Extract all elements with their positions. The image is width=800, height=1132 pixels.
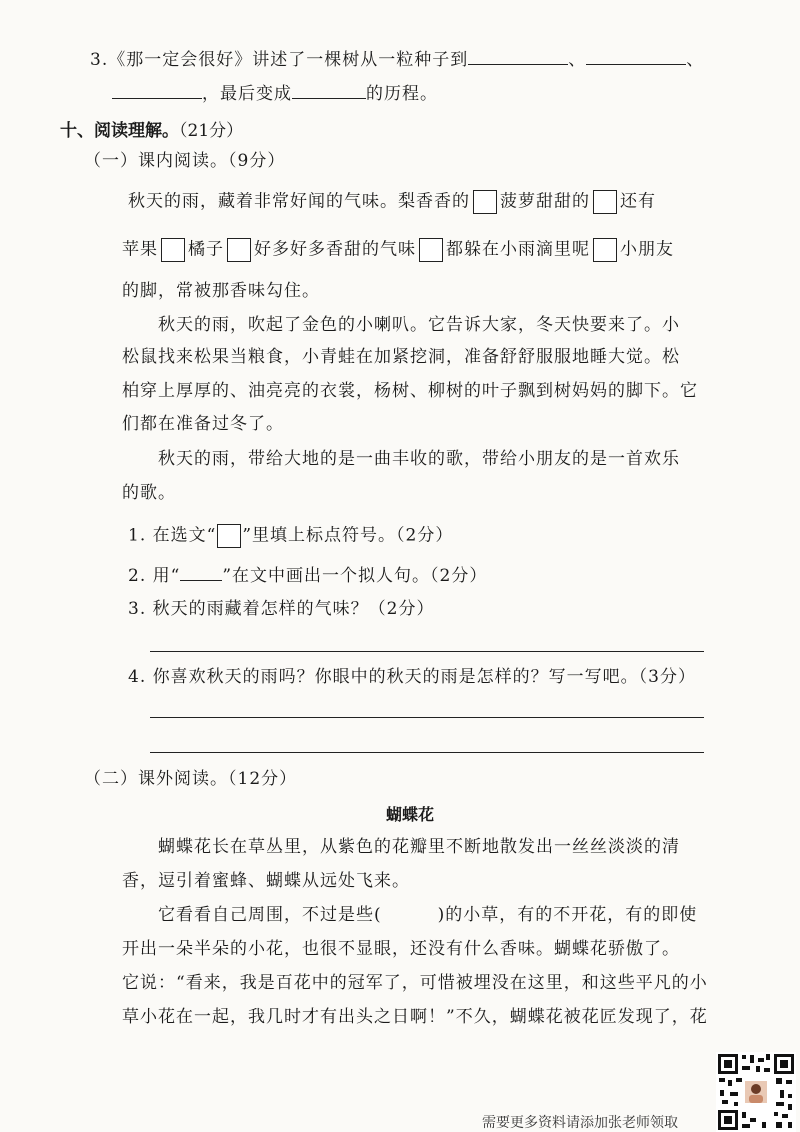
answer-line[interactable]	[150, 717, 704, 718]
passage1-p3-line1: 秋天的雨，带给大地的是一曲丰收的歌，带给小朋友的是一首欢乐	[158, 449, 680, 469]
passage-title: 蝴蝶花	[386, 805, 435, 824]
passage1-line3: 的脚，常被那香味勾住。	[122, 281, 320, 301]
question-1: 1. 在选文“ ”里填上标点符号。（2分）	[128, 524, 453, 548]
question-3: 3. 秋天的雨藏着怎样的气味？（2分）	[128, 599, 435, 619]
answer-blank[interactable]	[586, 48, 686, 65]
question-2: 2. 用“ ”在文中画出一个拟人句。（2分）	[128, 566, 488, 586]
section-heading: 十、阅读理解。（21分）	[60, 121, 244, 141]
passage2-p2-line1: 它看看自己周围，不过是些( )的小草，有的不开花，有的即使	[158, 905, 698, 925]
underline-mark	[180, 564, 222, 581]
part-heading-in-class: （一）课内阅读。（9分）	[84, 151, 286, 171]
passage1-p2-line4: 们都在准备过冬了。	[122, 414, 284, 434]
footer-note: 需要更多资料请添加张老师领取	[482, 1115, 678, 1131]
question-4: 4. 你喜欢秋天的雨吗？你眼中的秋天的雨是怎样的？写一写吧。（3分）	[128, 667, 696, 687]
answer-line[interactable]	[150, 752, 704, 753]
passage2-p1-line2: 香，逗引着蜜蜂、蝴蝶从远处飞来。	[122, 871, 410, 891]
passage2-p2-line3: 它说：“看来，我是百花中的冠军了，可惜被埋没在这里，和这些平凡的小	[122, 973, 708, 993]
fill-question-3-line1: 3.《那一定会很好》讲述了一棵树从一粒种子到 、 、	[90, 50, 705, 70]
punctuation-box	[217, 524, 241, 548]
punctuation-box[interactable]	[419, 238, 443, 262]
passage1-p2-line2: 松鼠找来松果当粮食，小青蛙在加紧挖洞，准备舒舒服服地睡大觉。松	[122, 347, 680, 367]
punctuation-box[interactable]	[593, 238, 617, 262]
passage1-line1: 秋天的雨，藏着非常好闻的气味。梨香香的 菠萝甜甜的 还有	[128, 190, 656, 214]
punctuation-box[interactable]	[593, 190, 617, 214]
answer-blank[interactable]	[468, 48, 568, 65]
passage1-p3-line2: 的歌。	[122, 483, 176, 503]
answer-blank[interactable]	[292, 82, 366, 99]
punctuation-box[interactable]	[161, 238, 185, 262]
passage2-p1-line1: 蝴蝶花长在草丛里，从紫色的花瓣里不断地散发出一丝丝淡淡的清	[158, 837, 680, 857]
part-heading-extracurricular: （二）课外阅读。（12分）	[84, 769, 298, 789]
passage2-p2-line4: 草小花在一起，我几时才有出头之日啊！”不久，蝴蝶花被花匠发现了，花	[122, 1007, 708, 1027]
answer-blank[interactable]	[112, 82, 202, 99]
passage1-p2-line3: 柏穿上厚厚的、油亮亮的衣裳，杨树、柳树的叶子飘到树妈妈的脚下。它	[122, 381, 698, 401]
answer-line[interactable]	[150, 651, 704, 652]
passage2-p2-line2: 开出一朵半朵的小花，也很不显眼，还没有什么香味。蝴蝶花骄傲了。	[122, 939, 680, 959]
passage1-line2: 苹果 橘子 好多好多香甜的气味 都躲在小雨滴里呢 小朋友	[122, 238, 674, 262]
fill-question-3-line2: ，最后变成 的历程。	[112, 82, 438, 105]
punctuation-box[interactable]	[473, 190, 497, 214]
punctuation-box[interactable]	[227, 238, 251, 262]
passage1-p2-line1: 秋天的雨，吹起了金色的小喇叭。它告诉大家，冬天快要来了。小	[158, 315, 680, 335]
qr-code-icon	[716, 1052, 796, 1132]
